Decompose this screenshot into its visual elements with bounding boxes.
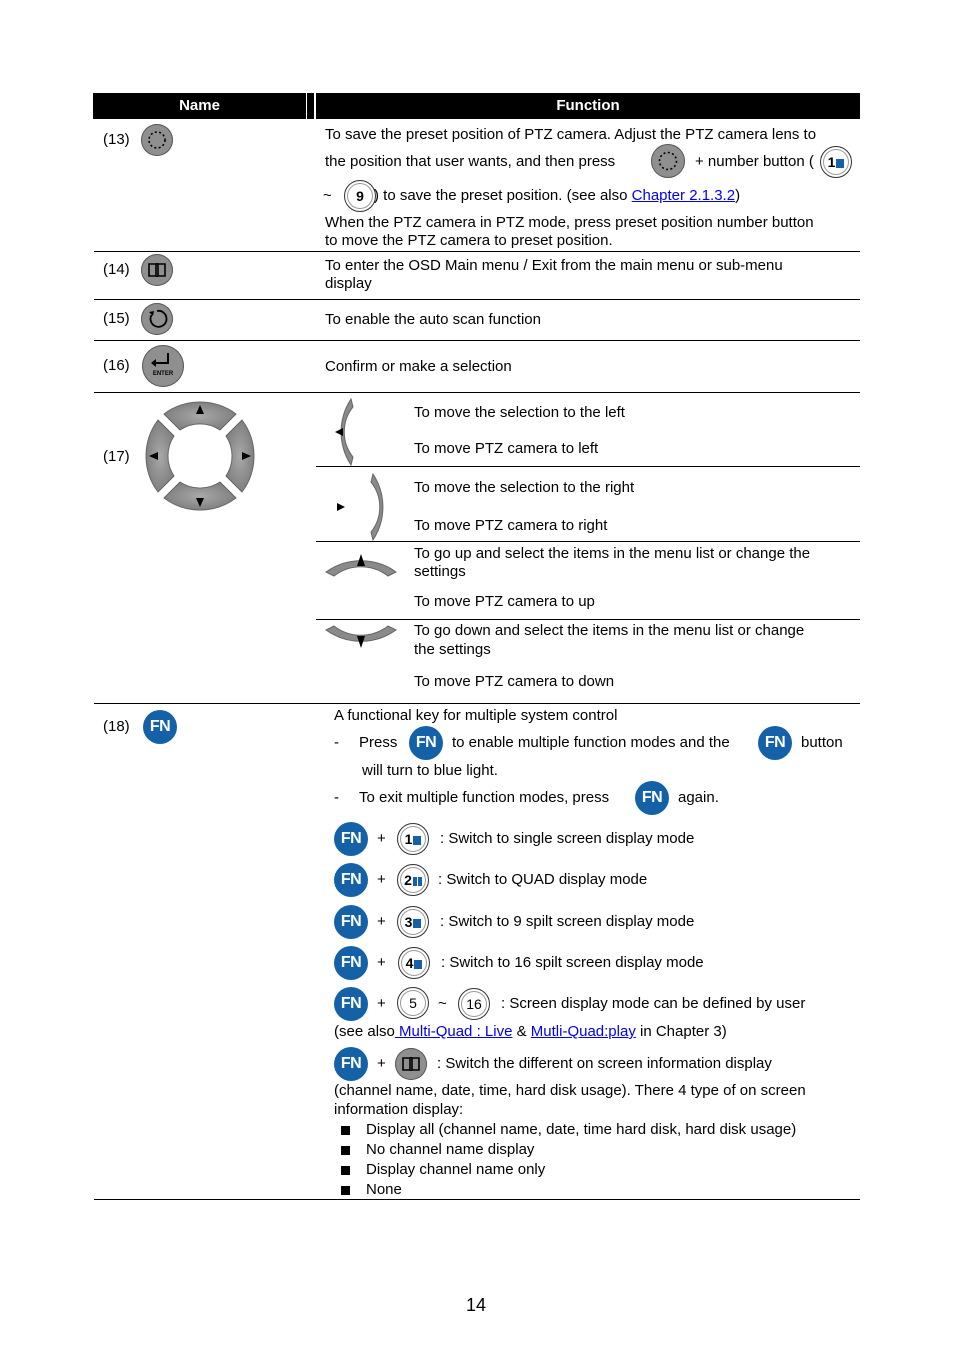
row18-exit1: To exit multiple function modes, press <box>359 789 610 806</box>
number-9-button-icon: 9 <box>344 180 376 212</box>
row17-label: (17) <box>103 448 130 465</box>
row18-label: (18) <box>103 718 130 735</box>
info-line1: (channel name, date, time, hard disk usage). There 4 type of on screen <box>334 1082 806 1099</box>
right-arrow-button-icon <box>325 472 355 542</box>
row17-left-line1: To move the selection to the left <box>414 404 625 421</box>
fn-combo-icon-6: FN <box>334 1047 368 1081</box>
number-1-combo-icon: 1 <box>397 823 429 855</box>
plus-6: + <box>377 1055 386 1072</box>
row17-rule-b <box>316 541 860 542</box>
refresh-icon <box>141 303 173 335</box>
fn-inline-icon-2: FN <box>758 726 792 760</box>
header-function: Function <box>316 93 860 119</box>
row17-right-line2: To move PTZ camera to right <box>414 517 608 534</box>
auto-scan-button-icon <box>141 303 173 335</box>
plus-5: + <box>377 995 386 1012</box>
bullet-icon-3 <box>341 1166 350 1175</box>
left-arrow-button-icon <box>325 397 355 467</box>
bullet-text-3: Display channel name only <box>366 1161 546 1178</box>
combo1-text: : Switch to single screen display mode <box>440 830 695 847</box>
row18-dash-1: - <box>334 734 339 751</box>
plus-2: + <box>377 871 386 888</box>
plus-4: + <box>377 954 386 971</box>
preset-button-inline-icon <box>651 144 685 178</box>
plus-1: + <box>377 830 386 847</box>
fn-inline-icon-1: FN <box>409 726 443 760</box>
info-line2: information display: <box>334 1101 464 1118</box>
header-name: Name <box>93 93 306 119</box>
row17-rule-c <box>316 619 860 620</box>
bullet-text-4: None <box>366 1181 402 1198</box>
row17-up-line3: To move PTZ camera to up <box>414 593 595 610</box>
bullet-icon-4 <box>341 1186 350 1195</box>
row17-down-line1: To go down and select the items in the menu list or change <box>414 622 805 639</box>
fn-combo-icon-5: FN <box>334 987 368 1021</box>
fn-combo-icon-3: FN <box>334 905 368 939</box>
combo3-text: : Switch to 9 spilt screen display mode <box>440 913 695 930</box>
bullet-text-1: Display all (channel name, date, time hard disk, hard disk usage) <box>366 1121 797 1138</box>
preset-dots-inline-icon <box>651 144 685 178</box>
row15-text: To enable the auto scan function <box>325 311 541 328</box>
number-5-combo-icon: 5 <box>397 987 429 1019</box>
row14-line1: To enter the OSD Main menu / Exit from the main menu or sub-menu <box>325 257 783 274</box>
preset-dots-icon <box>141 124 173 156</box>
row13-rule <box>94 251 860 252</box>
row18-exit2: again. <box>678 789 719 806</box>
enter-arrow-icon <box>142 345 184 387</box>
fn-inline-icon-3: FN <box>635 781 669 815</box>
enter-button-icon <box>142 345 184 387</box>
book-icon <box>141 254 173 286</box>
row15-rule <box>94 340 860 341</box>
row13-line2a: the position that user wants, and then press <box>325 153 616 170</box>
row18-rule <box>94 1199 860 1200</box>
bullet-icon-1 <box>341 1126 350 1135</box>
row13-line2b: + number button ( <box>695 153 814 170</box>
fn-combo-icon-2: FN <box>334 863 368 897</box>
book-combo-icon <box>395 1048 427 1080</box>
menu-book-combo-icon <box>395 1048 427 1080</box>
combo6-text: : Switch the different on screen information display <box>437 1055 772 1072</box>
combo4-text: : Switch to 16 spilt screen display mode <box>441 954 704 971</box>
row16-label: (16) <box>103 357 130 374</box>
row18-press2: to enable multiple function modes and the <box>452 734 730 751</box>
row14-rule <box>94 299 860 300</box>
see-also-line: (see also Multi-Quad : Live & Mutli-Quad:play in Chapter 3) <box>334 1023 727 1040</box>
row17-right-line1: To move the selection to the right <box>414 479 635 496</box>
number-1-button-icon: 1 <box>820 146 852 178</box>
row17-left-line2: To move PTZ camera to left <box>414 440 599 457</box>
row14-label: (14) <box>103 261 130 278</box>
page-number: 14 <box>466 1295 487 1315</box>
row16-rule <box>94 392 860 393</box>
number-4-combo-icon: 4 <box>398 947 430 979</box>
direction-pad-icon <box>140 396 260 516</box>
row15-label: (15) <box>103 310 130 327</box>
chapter-link[interactable]: Chapter 2.1.3.2 <box>631 187 736 204</box>
row16-text: Confirm or make a selection <box>325 358 512 375</box>
row13-line3: ) to save the preset position. (see also Chapter 2.1.3.2) <box>374 187 741 204</box>
row13-label: (13) <box>103 131 130 148</box>
row18-dash-2: - <box>334 789 339 806</box>
combo2-text: : Switch to QUAD display mode <box>438 871 648 888</box>
row18-intro: A functional key for multiple system control <box>334 707 618 724</box>
menu-book-button-icon <box>141 254 173 286</box>
multi-quad-live-link[interactable]: Multi-Quad : Live <box>394 1023 513 1040</box>
combo5-text: : Screen display mode can be defined by user <box>501 995 806 1012</box>
row17-rule <box>94 703 860 704</box>
row13-line5: to move the PTZ camera to preset position. <box>325 232 613 249</box>
row13-line4: When the PTZ camera in PTZ mode, press preset position number button <box>325 214 814 231</box>
number-2-combo-icon: 2 <box>397 864 429 896</box>
row13-line1: To save the preset position of PTZ camera. Adjust the PTZ camera lens to <box>325 126 817 143</box>
down-arrow-button-icon <box>324 622 400 658</box>
mutli-quad-play-link[interactable]: Mutli-Quad:play <box>530 1023 636 1040</box>
row17-up-line2: settings <box>414 563 466 580</box>
preset-button-icon <box>141 124 173 156</box>
tilde-5: ~ <box>438 995 447 1012</box>
number-16-combo-icon: 16 <box>458 988 490 1020</box>
row13-tilde: ~ <box>323 187 332 204</box>
row18-press3: button <box>801 734 843 751</box>
plus-3: + <box>377 913 386 930</box>
bullet-text-2: No channel name display <box>366 1141 535 1158</box>
row18-press4: will turn to blue light. <box>362 762 498 779</box>
enter-label: ENTER <box>152 371 174 377</box>
bullet-icon-2 <box>341 1146 350 1155</box>
fn-combo-icon-1: FN <box>334 822 368 856</box>
row17-up-line1: To go up and select the items in the menu list or change the <box>414 545 811 562</box>
fn-button-icon: FN <box>143 710 177 744</box>
row14-line2: display <box>325 275 372 292</box>
fn-combo-icon-4: FN <box>334 946 368 980</box>
row18-press: Press <box>359 734 398 751</box>
number-3-combo-icon: 3 <box>397 906 429 938</box>
up-arrow-button-icon <box>324 546 400 578</box>
row17-down-line2: the settings <box>414 641 491 658</box>
row17-rule-a <box>316 466 860 467</box>
row17-down-line3: To move PTZ camera to down <box>414 673 615 690</box>
